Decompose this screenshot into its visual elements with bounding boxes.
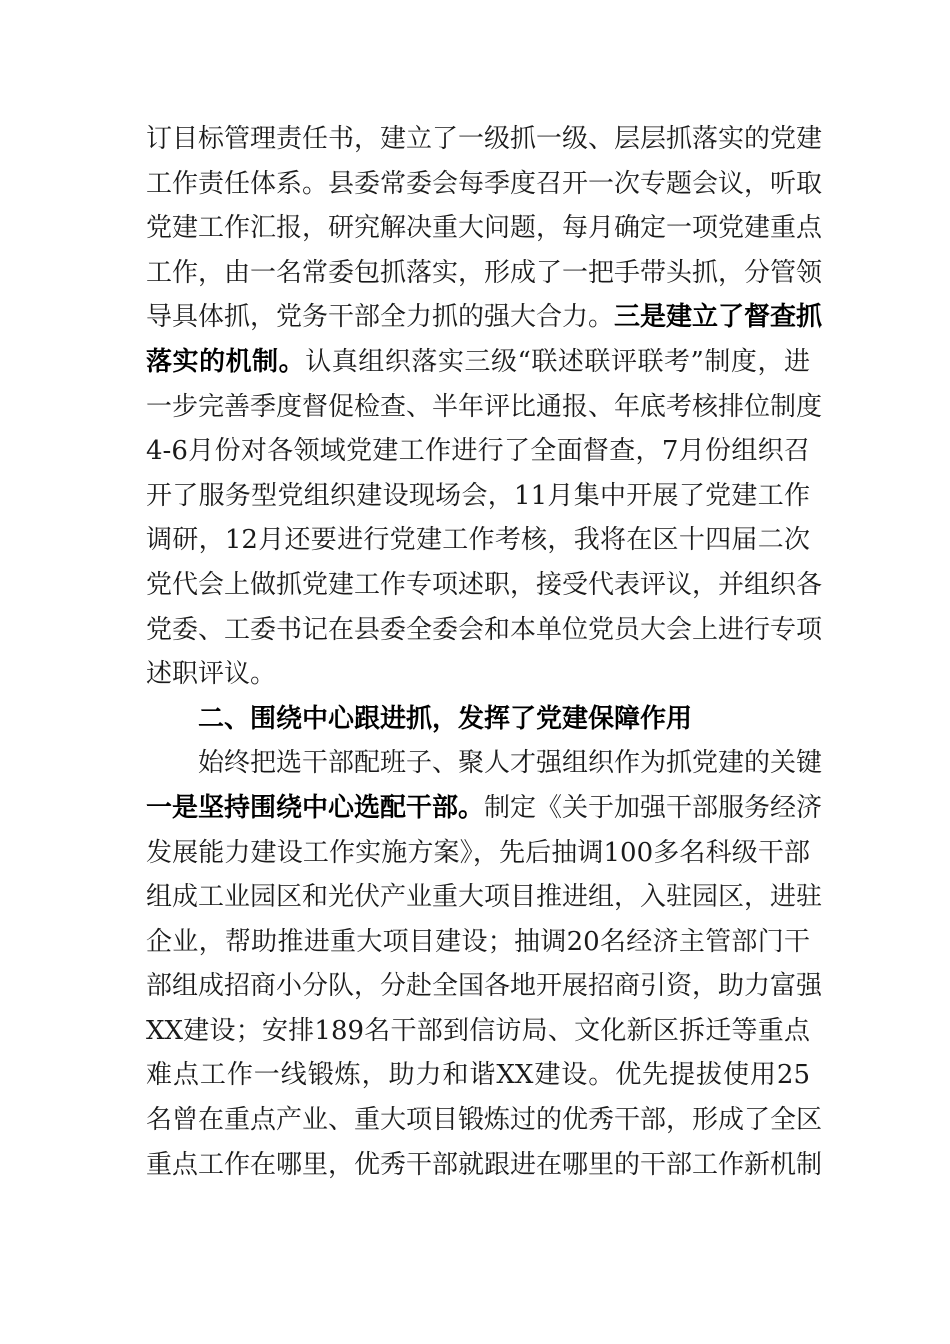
text-line	[146, 385, 823, 430]
body-text: 4-6月份对各领域党建工作进行了全面督查，7月份组织召	[146, 436, 810, 467]
text-line	[146, 206, 823, 251]
bold-text: 落实的机制。	[146, 346, 306, 377]
text-line	[146, 295, 823, 340]
body-text: 党代会上做抓党建工作专项述职，接受代表评议，并组织各	[146, 569, 823, 600]
body-text: 工作责任体系。县委常委会每季度召开一次专题会议，听取	[146, 168, 823, 199]
text-line	[146, 162, 823, 207]
body-text: 工作，由一名常委包抓落实，形成了一把手带头抓，分管领	[146, 257, 823, 288]
body-text: 企业，帮助推进重大项目建设；抽调20名经济主管部门干	[146, 926, 810, 957]
body-text: 名曾在重点产业、重大项目锻炼过的优秀干部，形成了全区	[146, 1105, 823, 1136]
text-line	[146, 875, 823, 920]
bold-text: 三是建立了督查抓	[614, 302, 823, 333]
body-text: 调研，12月还要进行党建工作考核，我将在区十四届二次	[146, 525, 810, 556]
body-text: 开了服务型党组织建设现场会，11月集中开展了党建工作	[146, 480, 810, 511]
text-line	[146, 429, 810, 474]
body-text: XX建设；安排189名干部到信访局、文化新区拆迁等重点	[146, 1015, 810, 1046]
text-line	[146, 251, 823, 296]
document-body	[146, 117, 823, 1187]
body-text: 导具体抓，党务干部全力抓的强大合力。	[146, 302, 615, 333]
text-line	[146, 1009, 810, 1054]
body-text: 党建工作汇报，研究解决重大问题，每月确定一项党建重点	[146, 213, 823, 244]
text-line	[146, 831, 810, 876]
body-text: 难点工作一线锻炼，助力和谐XX建设。优先提拔使用25	[146, 1060, 810, 1091]
text-line	[146, 563, 823, 608]
body-text: 党委、工委书记在县委全委会和本单位党员大会上进行专项	[146, 614, 823, 645]
body-text: 发展能力建设工作实施方案》，先后抽调100多名科级干部	[146, 837, 810, 868]
body-text: 制定《关于加强干部服务经济	[484, 792, 823, 823]
text-line	[146, 964, 823, 1009]
text-line	[146, 474, 810, 519]
body-text: 订目标管理责任书，建立了一级抓一级、层层抓落实的党建	[146, 124, 823, 154]
text-line	[146, 786, 823, 831]
body-text: 始终把选干部配班子、聚人才强组织作为抓党建的关键	[198, 748, 823, 779]
text-line	[146, 920, 810, 965]
body-text: 述职评议。	[146, 659, 277, 690]
text-line	[146, 340, 810, 385]
text-line	[146, 1143, 823, 1188]
body-text: 组成工业园区和光伏产业重大项目推进组，入驻园区，进驻	[146, 882, 823, 913]
text-line	[146, 117, 823, 162]
body-text: 认真组织落实三级“联述联评联考”制度，进	[305, 346, 810, 377]
text-line	[146, 518, 810, 563]
body-text: 重点工作在哪里，优秀干部就跟进在哪里的干部工作新机制	[146, 1149, 823, 1180]
text-line	[146, 652, 810, 697]
text-line	[146, 1098, 823, 1143]
body-text: 一步完善季度督促检查、半年评比通报、年底考核排位制度	[146, 391, 823, 422]
bold-text: 二、围绕中心跟进抓，发挥了党建保障作用	[198, 703, 693, 734]
section-heading	[146, 697, 810, 742]
text-line	[146, 608, 823, 653]
bold-text: 一是坚持围绕中心选配干部。	[146, 792, 485, 823]
body-text: 部组成招商小分队，分赴全国各地开展招商引资，助力富强	[146, 971, 823, 1002]
text-line	[146, 1053, 810, 1098]
text-line	[146, 741, 823, 786]
